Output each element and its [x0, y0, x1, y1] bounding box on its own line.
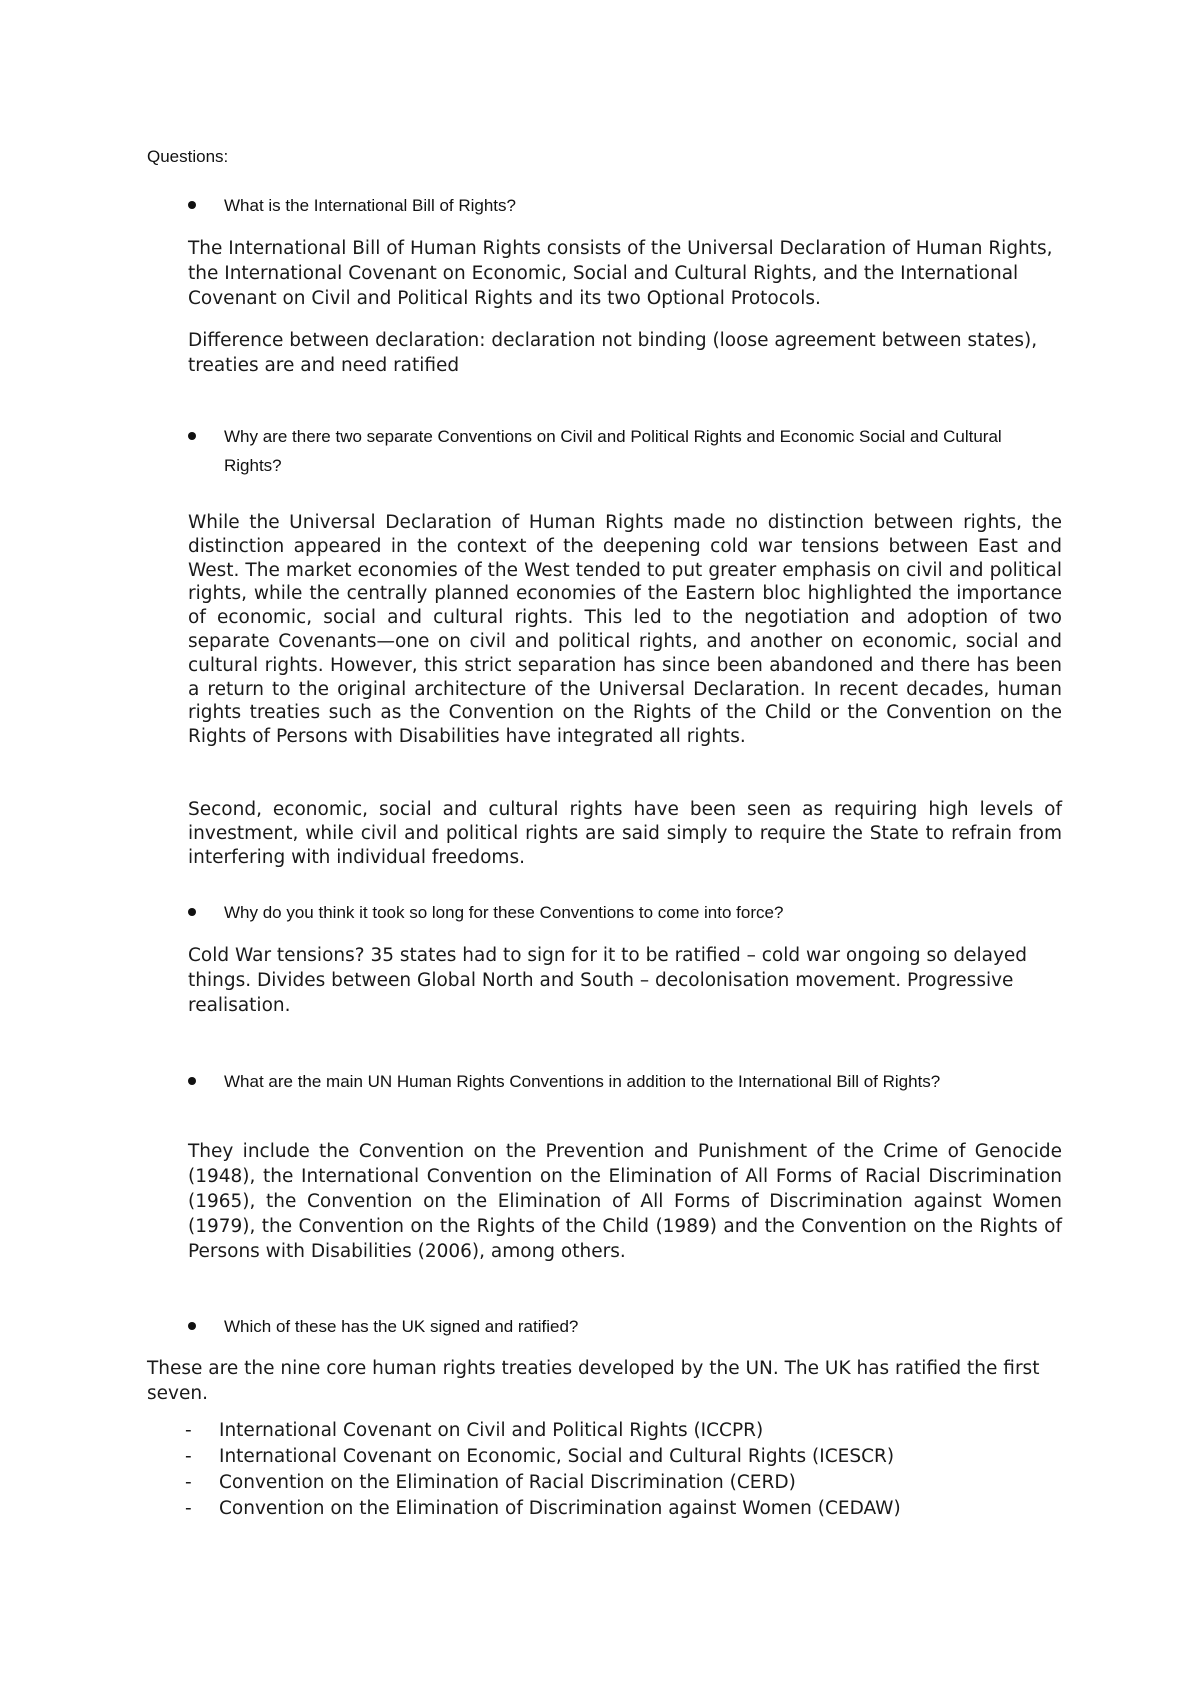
list-item — [185, 1496, 1085, 1522]
answer-1-paragraph-2: Difference between declaration: declaration not binding (loose agreement between states), treaties are and need ratified — [188, 330, 1038, 376]
question-1 — [224, 191, 1034, 220]
question-3 — [224, 898, 1034, 927]
question-4-text: What are the main UN Human Rights Conventions in addition to the International Bill of Rights? — [224, 1072, 941, 1091]
list-item-text: International Covenant on Civil and Political Rights (ICCPR) — [219, 1420, 764, 1441]
treaty-list — [185, 1418, 1085, 1522]
bullet-icon — [188, 1077, 196, 1085]
list-item-text: International Covenant on Economic, Social and Cultural Rights (ICESCR) — [219, 1446, 895, 1467]
answer-2-paragraph-2: Second, economic, social and cultural rights have been seen as requiring high levels of investment, while civil and political rights are said simply to require the State to refrain from interfering with individual freedoms. — [188, 799, 1062, 868]
answer-3-paragraph: Cold War tensions? 35 states had to sign for it to be ratified – cold war ongoing so delayed things. Divides between Global North and South – decolonisation movement. Progressive realisation. — [188, 945, 1028, 1016]
dash-marker: - — [185, 1420, 192, 1441]
list-item-text: Convention on the Elimination of Discrimination against Women (CEDAW) — [219, 1498, 901, 1519]
list-item — [185, 1470, 1085, 1496]
dash-marker: - — [185, 1472, 192, 1493]
answer-4-paragraph: They include the Convention on the Prevention and Punishment of the Crime of Genocide (1948), the International Convention on the Elimination of All Forms of Racial Discrimination (1965), the Convention on the Elimination of All Forms of Discrimination against Women (1979), the Convention on the Rights of the Child (1989) and the Convention on the Rights of Persons with Disabilities (2006), among others. — [188, 1141, 1062, 1262]
answer-1-paragraph-1: The International Bill of Human Rights consists of the Universal Declaration of Human Rights, the International Covenant on Economic, Social and Cultural Rights, and the International Covenant on Civil and Political Rights and its two Optional Protocols. — [188, 238, 1053, 309]
questions-heading: Questions: — [147, 147, 229, 166]
question-3-text: Why do you think it took so long for these Conventions to come into force? — [224, 903, 784, 922]
bullet-icon — [188, 908, 196, 916]
answer-2-paragraph-1: While the Universal Declaration of Human Rights made no distinction between rights, the distinction appeared in the context of the deepening cold war tensions between East and West. The market economies of the West tended to put greater emphasis on civil and political rights, while the centrally planned economies of the Eastern bloc highlighted the importance of economic, social and cultural rights. This led to the negotiation and adoption of two separate Covenants—one on civil and political rights, and another on economic, social and cultural rights. However, this strict separation has since been abandoned and there has been a return to the original architecture of the Universal Declaration. In recent decades, human rights treaties such as the Convention on the Rights of the Child or the Convention on the Rights of Persons with Disabilities have integrated all rights. — [188, 512, 1062, 748]
question-4 — [224, 1067, 1034, 1096]
dash-marker: - — [185, 1498, 192, 1519]
dash-marker: - — [185, 1446, 192, 1467]
question-1-text: What is the International Bill of Rights? — [224, 196, 516, 215]
list-item — [185, 1418, 1085, 1444]
bullet-icon — [188, 201, 196, 209]
bullet-icon — [188, 432, 196, 440]
question-2 — [224, 422, 1034, 480]
question-2-text: Why are there two separate Conventions on Civil and Political Rights and Economic Social and Cultural Rights? — [224, 427, 1002, 475]
question-5 — [224, 1312, 1034, 1341]
list-item-text: Convention on the Elimination of Racial Discrimination (CERD) — [219, 1472, 796, 1493]
answer-5-paragraph: These are the nine core human rights treaties developed by the UN. The UK has ratified the first seven. — [147, 1358, 1040, 1404]
list-item — [185, 1444, 1085, 1470]
question-5-text: Which of these has the UK signed and ratified? — [224, 1317, 579, 1336]
bullet-icon — [188, 1322, 196, 1330]
